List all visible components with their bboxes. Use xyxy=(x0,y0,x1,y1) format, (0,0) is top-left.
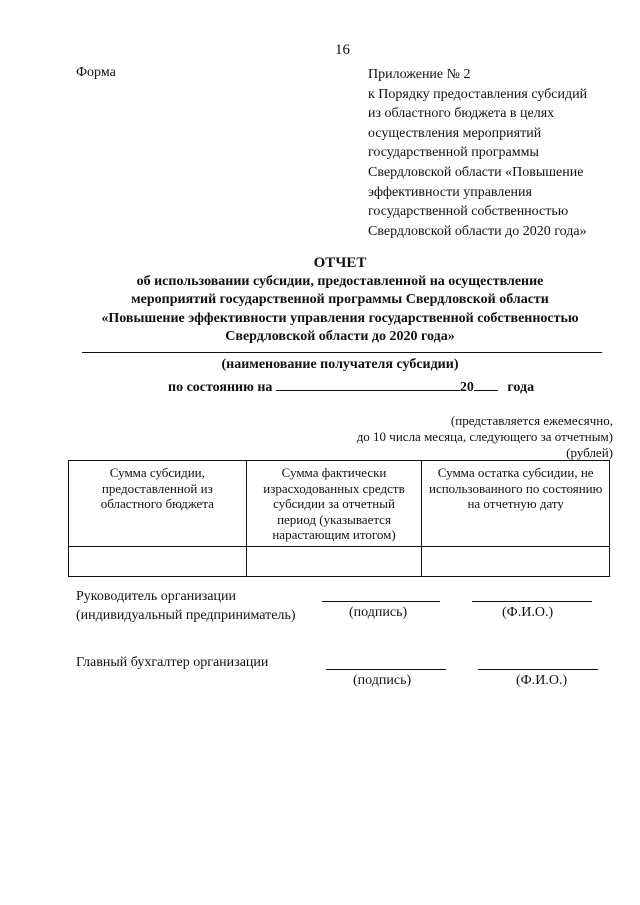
page-number: 16 xyxy=(335,42,350,58)
report-title: ОТЧЕТ xyxy=(313,255,367,271)
report-table xyxy=(68,460,610,577)
accountant-signature-label: Главный бухгалтер организации xyxy=(76,655,269,670)
table-cell-spent-amount[interactable] xyxy=(246,546,422,576)
report-subtitle-line: «Повышение эффективности управления государственной собственностью xyxy=(101,310,579,326)
accountant-signature-caption: (подпись) xyxy=(353,673,412,688)
table-header-row xyxy=(69,461,610,547)
appendix-line: к Порядку предоставления субсидий xyxy=(368,86,588,102)
head-name-caption: (Ф.И.О.) xyxy=(502,605,554,620)
appendix-line: Свердловской области «Повышение xyxy=(368,164,584,180)
head-name-field[interactable] xyxy=(472,601,592,602)
table-header-cell: Сумма субсидии, предоставленной из областного бюджета xyxy=(69,461,247,547)
report-title-block xyxy=(60,254,620,347)
table-header-cell: Сумма остатка субсидии, не использованного по состоянию на отчетную дату xyxy=(422,461,610,547)
head-title-note: (индивидуальный предприниматель) xyxy=(76,608,296,623)
recipient-name-field[interactable] xyxy=(82,352,602,353)
table-cell-remaining-amount[interactable] xyxy=(422,546,610,576)
report-subtitle-line: Свердловской области до 2020 года» xyxy=(225,329,455,344)
appendix-line: из областного бюджета в целях xyxy=(368,106,555,122)
appendix-line: эффективности управления xyxy=(368,184,532,200)
head-signature-caption: (подпись) xyxy=(349,605,408,620)
year-prefix: 20 xyxy=(459,380,474,395)
note-line: (представляется ежемесячно, xyxy=(450,413,613,428)
appendix-line: государственной собственностью xyxy=(368,204,569,220)
appendix-line: осуществления мероприятий xyxy=(368,125,542,141)
appendix-line: Приложение № 2 xyxy=(368,67,471,82)
date-suffix: года xyxy=(507,380,535,395)
appendix-line: государственной программы xyxy=(368,145,539,161)
table-header-cell: Сумма фактически израсходованных средств субсидии за отчетный период (указывается нарастающим итогом) xyxy=(246,461,422,547)
form-label: Форма xyxy=(76,65,116,80)
date-field[interactable] xyxy=(276,377,460,391)
submission-note xyxy=(357,413,613,461)
year-field[interactable] xyxy=(474,377,498,391)
head-signature-field[interactable] xyxy=(322,601,440,602)
appendix-line: Свердловской области до 2020 года» xyxy=(368,223,587,239)
report-subtitle-line: об использовании субсидии, предоставленной на осуществление xyxy=(136,273,544,289)
head-title: Руководитель организации xyxy=(76,589,236,604)
accountant-name-field[interactable] xyxy=(478,669,598,670)
units-label: (рублей) xyxy=(566,445,613,460)
note-line: до 10 числа месяца, следующего за отчетным) xyxy=(356,429,613,444)
accountant-signature-field[interactable] xyxy=(326,669,446,670)
head-signature-label xyxy=(76,587,296,625)
table-row xyxy=(69,546,610,576)
accountant-name-caption: (Ф.И.О.) xyxy=(516,673,568,688)
appendix-header xyxy=(368,65,587,241)
report-subtitle-line: мероприятий государственной программы Свердловской области xyxy=(131,292,549,307)
recipient-label: (наименование получателя субсидии) xyxy=(221,357,459,372)
table-cell-subsidy-amount[interactable] xyxy=(69,546,247,576)
date-prefix: по состоянию на xyxy=(168,380,273,395)
report-date-line xyxy=(168,377,534,396)
